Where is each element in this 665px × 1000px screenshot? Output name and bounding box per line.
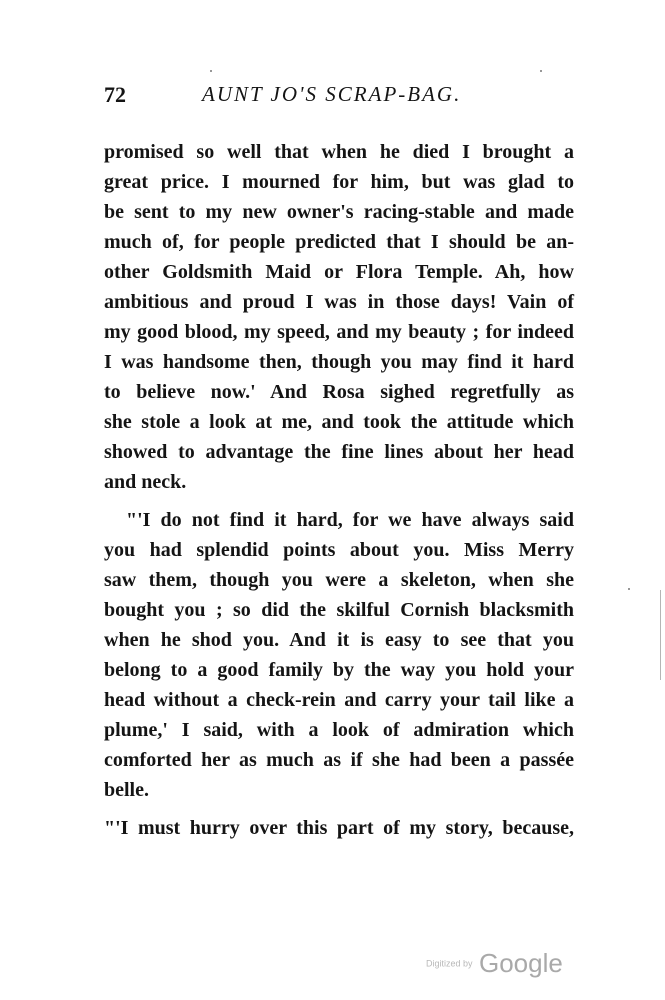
text-line: comforted her as much as if she had been a passée	[104, 749, 574, 771]
running-head: AUNT JO'S SCRAP-BAG.	[202, 82, 462, 106]
text-line: ambitious and proud I was in those days! Vain of	[104, 291, 574, 313]
text-line: "'I must hurry over this part of my story, because,	[104, 817, 574, 839]
text-line: much of, for people predicted that I should be an-	[104, 231, 574, 253]
text-line: be sent to my new owner's racing-stable and made	[104, 201, 574, 223]
text-line: promised so well that when he died I brought a	[104, 141, 574, 163]
text-line: showed to advantage the fine lines about her head	[104, 441, 574, 463]
text-line: great price. I mourned for him, but was glad to	[104, 171, 574, 193]
paragraph	[104, 505, 574, 805]
ink-speck	[540, 70, 542, 72]
text-line: other Goldsmith Maid or Flora Temple. Ah, how	[104, 261, 574, 283]
text-line: my good blood, my speed, and my beauty ; for indeed	[104, 321, 574, 343]
text-line: belle.	[104, 779, 149, 801]
text-line: to believe now.' And Rosa sighed regretfully as	[104, 381, 574, 403]
text-line: you had splendid points about you. Miss Merry	[104, 539, 574, 561]
text-line: saw them, though you were a skeleton, when she	[104, 569, 574, 591]
body-text	[104, 137, 574, 843]
paragraph	[104, 813, 574, 843]
text-line: I was handsome then, though you may find it hard	[104, 351, 574, 373]
page-header	[104, 82, 574, 114]
text-line: and neck.	[104, 471, 187, 493]
text-line: head without a check-rein and carry your tail like a	[104, 689, 574, 711]
ink-speck	[210, 70, 212, 72]
ink-speck	[628, 588, 630, 590]
text-line: belong to a good family by the way you hold your	[104, 659, 574, 681]
text-line: "'I do not find it hard, for we have always said	[126, 509, 574, 531]
text-line: when he shod you. And it is easy to see that you	[104, 629, 574, 651]
text-line: plume,' I said, with a look of admiration which	[104, 719, 574, 741]
watermark-prefix: Digitized by	[426, 958, 473, 969]
text-line: bought you ; so did the skilful Cornish blacksmith	[104, 599, 574, 621]
digitized-watermark	[426, 948, 563, 979]
margin-rule	[660, 590, 661, 680]
paragraph	[104, 137, 574, 497]
watermark-brand: Google	[478, 948, 563, 978]
text-line: she stole a look at me, and took the attitude which	[104, 411, 574, 433]
page-number: 72	[104, 82, 126, 107]
